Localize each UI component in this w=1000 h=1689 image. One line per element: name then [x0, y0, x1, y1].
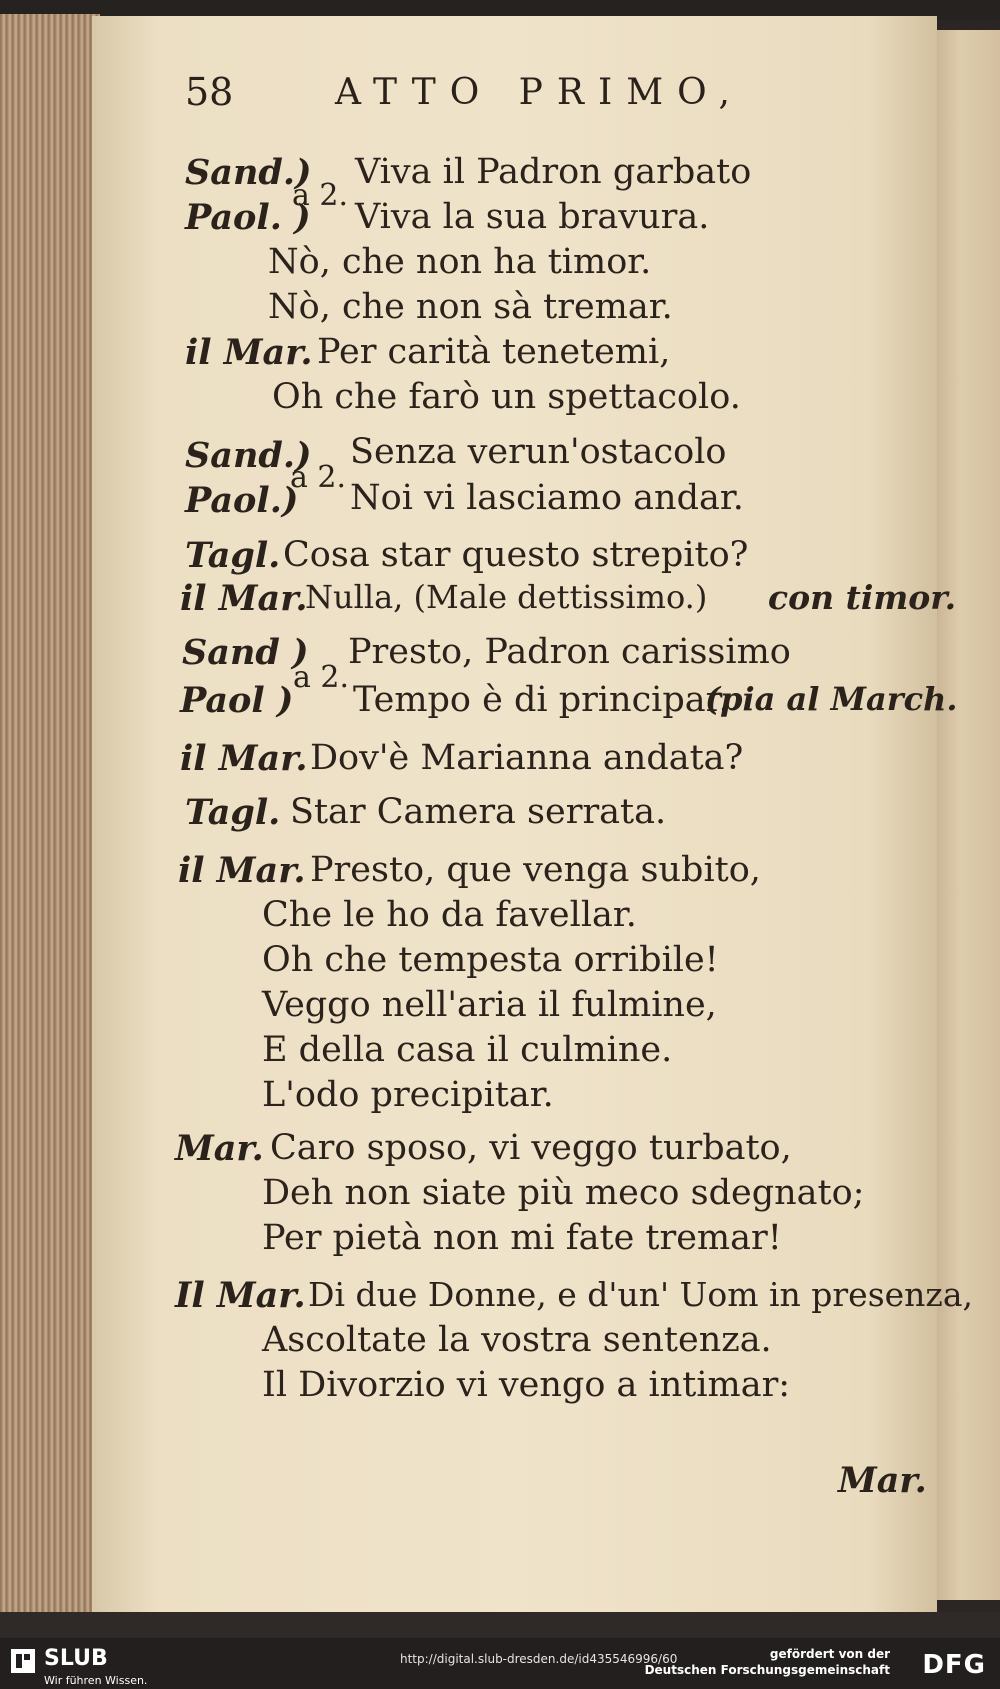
verse-line: Caro sposo, vi veggo turbato,: [270, 1128, 792, 1168]
running-head-title: ATTO PRIMO,: [335, 72, 744, 113]
verse-line: Viva la sua bravura.: [355, 197, 710, 237]
verse-line: Deh non siate più meco sdegnato;: [262, 1173, 865, 1213]
verse-line: Noi vi lasciamo andar.: [350, 478, 744, 518]
verse-line: Ascoltate la vostra sentenza.: [262, 1320, 772, 1360]
verse-line: Oh che farò un spettacolo.: [272, 377, 741, 417]
library-tagline: Wir führen Wissen.: [44, 1674, 148, 1687]
a2-mark: a 2.: [292, 178, 349, 213]
viewer-footer: [0, 1638, 1000, 1689]
verse-line: Di due Donne, e d'un' Uom in presenza,: [308, 1275, 973, 1314]
speaker-paol: Paol ): [180, 680, 294, 721]
funding-note: [645, 1646, 890, 1678]
speaker-sand: Sand.): [185, 435, 312, 476]
verse-line: Nò, che non sà tremar.: [268, 287, 673, 327]
a2-mark: a 2.: [293, 660, 350, 695]
speaker-tagl: Tagl.: [185, 792, 281, 833]
speaker-sand: Sand.): [185, 152, 312, 193]
library-name: SLUB: [44, 1646, 108, 1671]
speaker-il-mar: il Mar.: [180, 738, 308, 779]
speaker-tagl: Tagl.: [185, 535, 281, 576]
speaker-paol: Paol.): [185, 480, 299, 521]
verse-line: Dov'è Marianna andata?: [310, 738, 744, 778]
verse-line: Viva il Padron garbato: [355, 152, 752, 192]
verse-line: L'odo precipitar.: [262, 1075, 554, 1115]
book-page-edges: [0, 14, 100, 1612]
verse-line: Cosa star questo strepito?: [283, 535, 749, 575]
verse-line: Star Camera serrata.: [290, 792, 667, 832]
verse-line: Presto, que venga subito,: [310, 850, 761, 890]
speaker-il-mar: il Mar.: [185, 332, 313, 373]
verse-line: Per pietà non mi fate tremar!: [262, 1218, 782, 1258]
dfg-logo[interactable]: DFG: [922, 1650, 986, 1680]
verse-line: Presto, Padron carissimo: [348, 632, 791, 672]
running-head: [185, 70, 785, 120]
catchword: Mar.: [838, 1460, 927, 1501]
verse-line: Oh che tempesta orribile!: [262, 940, 719, 980]
speaker-il-mar: Il Mar.: [175, 1275, 306, 1316]
verse-line: Tempo è di principar.: [353, 680, 730, 720]
speaker-paol: Paol. ): [185, 197, 311, 238]
a2-mark: a 2.: [290, 460, 347, 495]
verse-line: Nò, che non ha timor.: [268, 242, 652, 282]
slub-icon: [10, 1648, 36, 1674]
next-page-edge: [935, 30, 1000, 1600]
speaker-il-mar: il Mar.: [180, 578, 308, 619]
verse-line: E della casa il culmine.: [262, 1030, 673, 1070]
scan-bottom-border: [0, 1612, 1000, 1638]
page-number: 58: [185, 70, 234, 114]
funding-line-1: gefördert von der: [769, 1647, 890, 1661]
funding-line-2: Deutschen Forschungsgemeinschaft: [644, 1663, 890, 1677]
verse-line: Che le ho da favellar.: [262, 895, 637, 935]
verse-line: Per carità tenetemi,: [317, 332, 671, 372]
verse-line: Nulla, (Male dettissimo.): [305, 578, 708, 616]
speaker-sand: Sand ): [182, 632, 309, 673]
verse-line: Il Divorzio vi vengo a intimar:: [262, 1365, 791, 1405]
speaker-mar: Mar.: [175, 1128, 264, 1169]
verse-line: Veggo nell'aria il fulmine,: [262, 985, 717, 1025]
stage-direction: con timor.: [768, 578, 957, 617]
document-url[interactable]: http://digital.slub-dresden.de/id435546996/60: [400, 1652, 678, 1666]
speaker-il-mar: il Mar.: [178, 850, 306, 891]
stage-direction: (pia al March.: [705, 680, 958, 718]
verse-line: Senza verun'ostacolo: [350, 432, 727, 472]
